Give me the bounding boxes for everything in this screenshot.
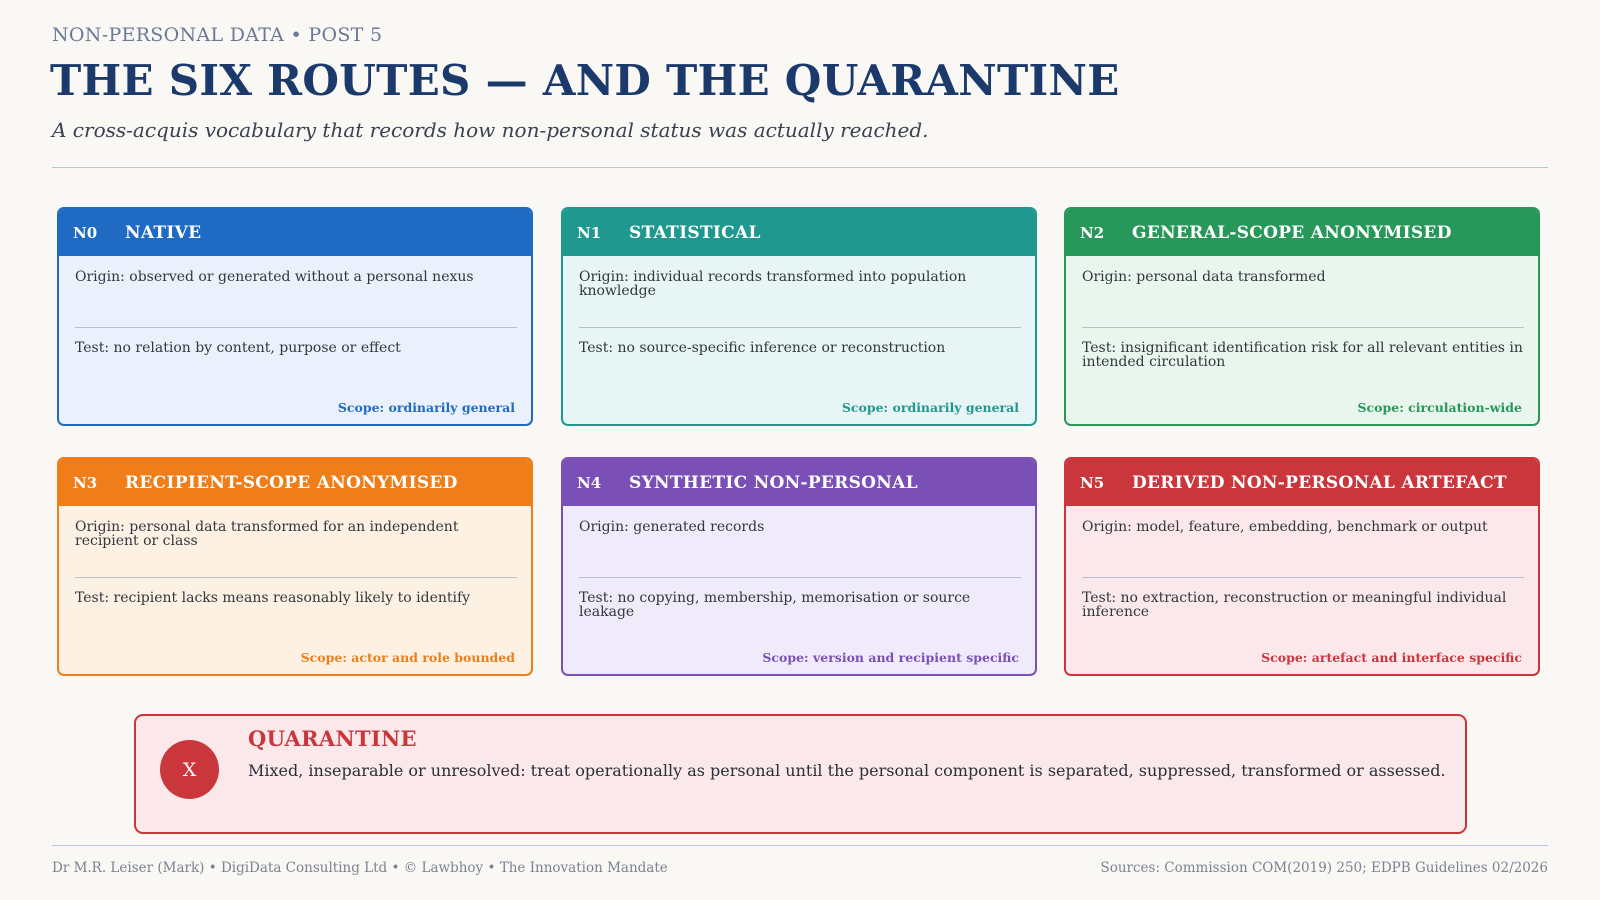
- card-name: SYNTHETIC NON-PERSONAL: [629, 472, 918, 493]
- card-code: N2: [1080, 223, 1105, 242]
- quarantine-x-icon: X: [160, 740, 219, 799]
- card-code: N3: [73, 473, 98, 492]
- card-origin: Origin: personal data transformed for an independent recipient or class: [75, 519, 459, 549]
- card-name: GENERAL-SCOPE ANONYMISED: [1132, 222, 1452, 243]
- card-name: RECIPIENT-SCOPE ANONYMISED: [125, 472, 458, 493]
- card-test: Test: no extraction, reconstruction or meaningful individual inference: [1082, 590, 1507, 620]
- card-divider: [75, 327, 517, 328]
- card-name: DERIVED NON-PERSONAL ARTEFACT: [1132, 472, 1507, 493]
- card-n1: [561, 207, 1037, 426]
- card-divider: [579, 327, 1021, 328]
- divider-bottom: [52, 845, 1548, 846]
- card-n3: [57, 457, 533, 676]
- card-name: NATIVE: [125, 222, 202, 243]
- quarantine-panel: [134, 714, 1467, 834]
- card-origin: Origin: observed or generated without a personal nexus: [75, 269, 474, 285]
- card-scope: Scope: artefact and interface specific: [1261, 650, 1522, 665]
- kicker: NON-PERSONAL DATA • POST 5: [52, 24, 383, 46]
- card-code: N1: [577, 223, 602, 242]
- card-test: Test: recipient lacks means reasonably likely to identify: [75, 590, 471, 606]
- card-n2: [1064, 207, 1540, 426]
- card-code: N4: [577, 473, 602, 492]
- card-divider: [75, 577, 517, 578]
- card-header: [1066, 459, 1538, 506]
- card-test: Test: no copying, membership, memorisation or source leakage: [579, 590, 971, 620]
- card-header: [1066, 209, 1538, 256]
- footer-credits: Dr M.R. Leiser (Mark) • DigiData Consulting Ltd • © Lawbhoy • The Innovation Mandate: [52, 860, 668, 876]
- card-n0: [57, 207, 533, 426]
- card-test: Test: no relation by content, purpose or effect: [75, 340, 401, 356]
- card-scope: Scope: ordinarily general: [841, 400, 1019, 415]
- card-origin: Origin: individual records transformed into population knowledge: [579, 269, 967, 299]
- card-divider: [579, 577, 1021, 578]
- card-header: [59, 459, 531, 506]
- card-origin: Origin: personal data transformed: [1082, 269, 1326, 285]
- card-scope: Scope: version and recipient specific: [762, 650, 1019, 665]
- card-divider: [1082, 577, 1524, 578]
- card-scope: Scope: circulation-wide: [1357, 400, 1522, 415]
- card-test: Test: no source-specific inference or reconstruction: [579, 340, 946, 356]
- card-scope: Scope: ordinarily general: [337, 400, 515, 415]
- card-header: [563, 459, 1035, 506]
- card-code: N0: [73, 223, 98, 242]
- card-test: Test: insignificant identification risk for all relevant entities in intended circulation: [1082, 340, 1523, 370]
- card-origin: Origin: model, feature, embedding, benchmark or output: [1082, 519, 1488, 535]
- card-n4: [561, 457, 1037, 676]
- page-title: THE SIX ROUTES — AND THE QUARANTINE: [50, 56, 1120, 105]
- card-header: [563, 209, 1035, 256]
- card-header: [59, 209, 531, 256]
- quarantine-title: QUARANTINE: [248, 726, 417, 751]
- card-name: STATISTICAL: [629, 222, 761, 243]
- footer-sources: Sources: Commission COM(2019) 250; EDPB Guidelines 02/2026: [1100, 860, 1548, 876]
- card-scope: Scope: actor and role bounded: [300, 650, 515, 665]
- card-origin: Origin: generated records: [579, 519, 765, 535]
- quarantine-text: Mixed, inseparable or unresolved: treat operationally as personal until the personal component is separated, suppressed, transformed or assessed.: [248, 761, 1446, 780]
- card-divider: [1082, 327, 1524, 328]
- card-code: N5: [1080, 473, 1105, 492]
- card-n5: [1064, 457, 1540, 676]
- subtitle: A cross-acquis vocabulary that records how non-personal status was actually reached.: [52, 118, 929, 142]
- divider-top: [52, 167, 1548, 168]
